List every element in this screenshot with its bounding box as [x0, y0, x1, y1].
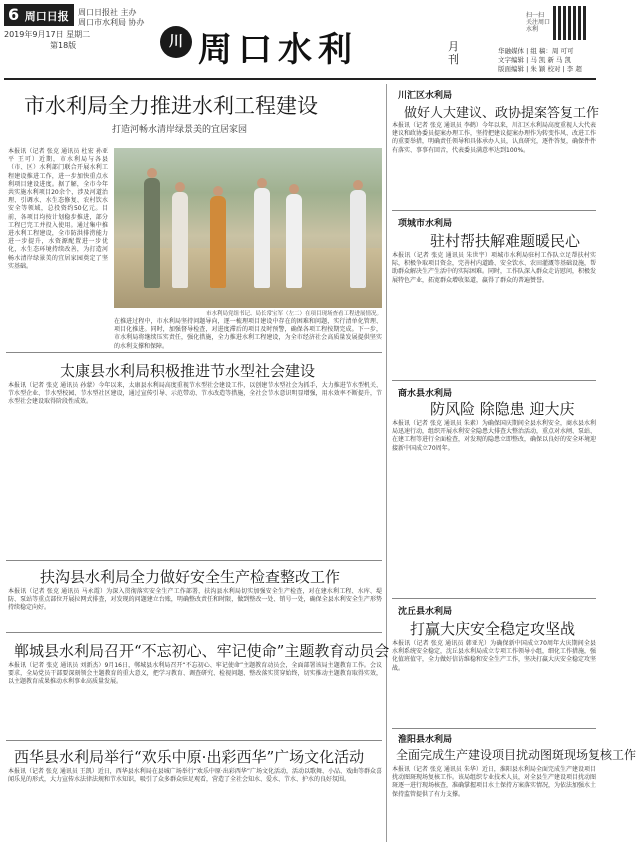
lead-body-left: 本报讯（记者 张克 通讯员 杜宏 孙亚平 王可）近期，市水利局与各县（市、区）水利部门联合开展水利工程建设推进工作，进一步加快重点水利项目建设进度。据了解，全市今年共实施水利项目20余个，涉及河道治理、引调水、水生态修复、农村饮水安全等领域，总投资约50亿元。目前，各项目均按计划稳步推进，部分工程已完工并投入使用。通过集中推进水利工程建设，全市防洪排涝能力进一步提升，水资源配置进一步优化，水生态环境持续改善，为打造河畅水清岸绿景美的宜居家园奠定了坚实基础。: [8, 148, 108, 270]
editor-line: 文字编辑 | 马 凯 新 马 凯: [498, 56, 572, 64]
article-headline: 郸城县水利局召开“不忘初心、牢记使命”主题教育动员会: [14, 642, 390, 660]
sidebar-body: 本报讯（记者 张克 通讯员 朱素）为确保国庆期间全县水利安全，商水县水利局迅速行动，组织开展水利安全隐患大排查大整治活动，重点对水闸、泵站、在建工程等进行全面检查，对发现的隐患立即整改，确保以良好的安全环境迎接新中国成立70周年。: [392, 420, 597, 452]
masthead-rule: [4, 78, 596, 80]
sidebar-headline: 驻村帮扶解难题暖民心: [430, 232, 581, 250]
masthead: [0, 0, 600, 78]
article-divider: [6, 560, 382, 561]
lead-headline: 市水利局全力推进水利工程建设: [24, 94, 318, 118]
sidebar-section-label: 沈丘县水利局: [398, 607, 453, 617]
sponsor-line: 周口日报社 主办: [78, 8, 137, 17]
lead-photo: [114, 148, 382, 308]
section-title: 周口水利: [198, 30, 358, 70]
article-headline: 太康县水利局积极推进节水型社会建设: [60, 362, 316, 380]
lead-body-right: 在推进过程中，市水利局坚持问题导向，逐一梳理项目建设中存在的困难和问题，实行清单化管理、项目化推进。同时，加强督导检查，对进度滞后的项目及时预警，确保各项工程按期完成。下一步，市水利局将继续压实责任，强化措施，全力推进水利工程建设，为全市经济社会高质量发展提供坚实的水利支撑和保障。: [114, 318, 382, 350]
article-divider: [6, 352, 382, 353]
article-body: 本报讯（记者 张克 通讯员 王凯）近日，西华县水利局在县城广场举行“欢乐中原·出彩西华”广场文化活动，活动以歌舞、小品、戏曲等群众喜闻乐见的形式，大力宣传水法律法规和节水知识，吸引了众多群众驻足观看，营造了全社会知水、爱水、节水、护水的良好氛围。: [8, 768, 382, 784]
issue-line: 第18版: [50, 41, 77, 50]
paper-name: 周口日报: [24, 10, 69, 23]
sidebar-section-label: 项城市水利局: [398, 219, 453, 229]
sidebar-body: 本报讯（记者 张克 通讯员 朱华）近日，淮阳县水利局全面完成生产建设项目扰动图斑现场复核工作。该局组织专业技术人员，对全县生产建设项目扰动图斑逐一进行现场核查，准确掌握项目水土保持方案落实情况，为依法加强水土保持监管提供了有力支撑。: [392, 766, 597, 798]
sponsor-line: 周口市水利局 协办: [78, 18, 145, 27]
river-logo-icon: 川: [160, 26, 192, 58]
page-number: 6: [8, 5, 20, 24]
sidebar-divider: [392, 210, 596, 211]
article-headline: 扶沟县水利局全力做好安全生产检查整改工作: [40, 568, 341, 586]
page-number-badge: [4, 4, 74, 26]
editor-line: 华融媒体 | 组 稿：周 可可: [498, 47, 574, 55]
date-line: 2019年9月17日 星期二: [4, 30, 91, 39]
sidebar-divider: [392, 380, 596, 381]
sidebar-headline: 防风险 除隐患 迎大庆: [430, 400, 575, 418]
sidebar-body: 本报讯（记者 张克 通讯员 韩亚光）为确保新中国成立70周年大庆期间全县水利系统安全稳定，沈丘县水利局成立专项工作领导小组，细化工作措施，强化值班值守，全力做好信访维稳和安全生产工作，坚决打赢大庆安全稳定攻坚战。: [392, 640, 597, 672]
qr-caption: 扫一扫 关注周口水利: [526, 12, 551, 33]
sidebar-headline: 打赢大庆安全稳定攻坚战: [410, 620, 576, 638]
editor-line: 版面编辑 | 朱 颖 校对 | 李 超: [498, 65, 582, 73]
article-body: 本报讯（记者 张克 通讯员 刘新杰）9月16日，郸城县水利局召开“不忘初心、牢记使命”主题教育动员会，全面部署该局主题教育工作。会议要求，全局党员干部要深刻领会主题教育的重大意义，把学习教育、调查研究、检视问题、整改落实贯穿始终，切实推动主题教育取得实效，以主题教育成果推动水利事业高质量发展。: [8, 662, 382, 686]
sidebar-section-label: 川汇区水利局: [398, 91, 453, 101]
article-divider: [6, 740, 382, 741]
article-headline: 西华县水利局举行“欢乐中原·出彩西华”广场文化活动: [14, 748, 365, 766]
qr-code-icon: [553, 6, 587, 40]
article-body: 本报讯（记者 张克 通讯员 马永霞）为深入贯彻落实安全生产工作部署，扶沟县水利局切实加强安全生产检查，对在建水利工程、水库、堤防、泵站等重点部位开展拉网式排查，对发现的问题建立台账，明确整改责任和时限，做到整改一处、销号一处，确保全县水利安全生产形势持续稳定向好。: [8, 588, 382, 612]
article-body: 本报讯（记者 张克 通讯员 孙蒙）今年以来，太康县水利局高度重视节水型社会建设工作，以创建节水型社会为抓手，大力推进节水型机关、节水型企业、节水型校园、节水型社区建设，通过宣传引导、示范带动、节水改造等措施，全社会节水意识明显增强，用水效率不断提升，节水型社会建设取得阶段性成效。: [8, 382, 382, 406]
sidebar-body: 本报讯（记者 张克 通讯员 李鹤）今年以来，川汇区水利局高度重视人大代表建议和政协委员提案办理工作，坚持把建议提案办理作为转变作风、改进工作的重要举措，明确责任领导和具体承办人员，认真研究，逐件答复，确保件件有落实、事事有回音，代表委员满意率达到100%。: [392, 122, 597, 154]
lead-subheadline: 打造河畅水清岸绿景美的宜居家园: [112, 125, 248, 135]
sidebar-divider: [392, 728, 596, 729]
sidebar-body: 本报讯（记者 张克 通讯员 朱世宇）项城市水利局驻村工作队立足帮扶村实际，积极争取项目资金，完善村内道路、安全饮水、农田灌溉等基础设施，帮助群众解决生产生活中的实际困难。同时，工作队深入群众走访慰问，积极发展特色产业，拓宽群众增收渠道，赢得了群众的普遍赞誉。: [392, 252, 597, 284]
article-divider: [6, 632, 382, 633]
photo-caption: 市水利局党组书记、局长常宝军（左二）在项目现场查看工程进展情况。: [205, 311, 382, 317]
sidebar-headline: 做好人大建议、政协提案答复工作: [404, 106, 600, 121]
sidebar-divider: [392, 598, 596, 599]
sidebar-headline: 全面完成生产建设项目扰动图斑现场复核工作: [396, 748, 636, 762]
sidebar-section-label: 淮阳县水利局: [398, 735, 453, 745]
sidebar-section-label: 商水县水利局: [398, 389, 453, 399]
frequency-label: 月刊: [448, 40, 459, 66]
column-divider: [386, 84, 387, 842]
